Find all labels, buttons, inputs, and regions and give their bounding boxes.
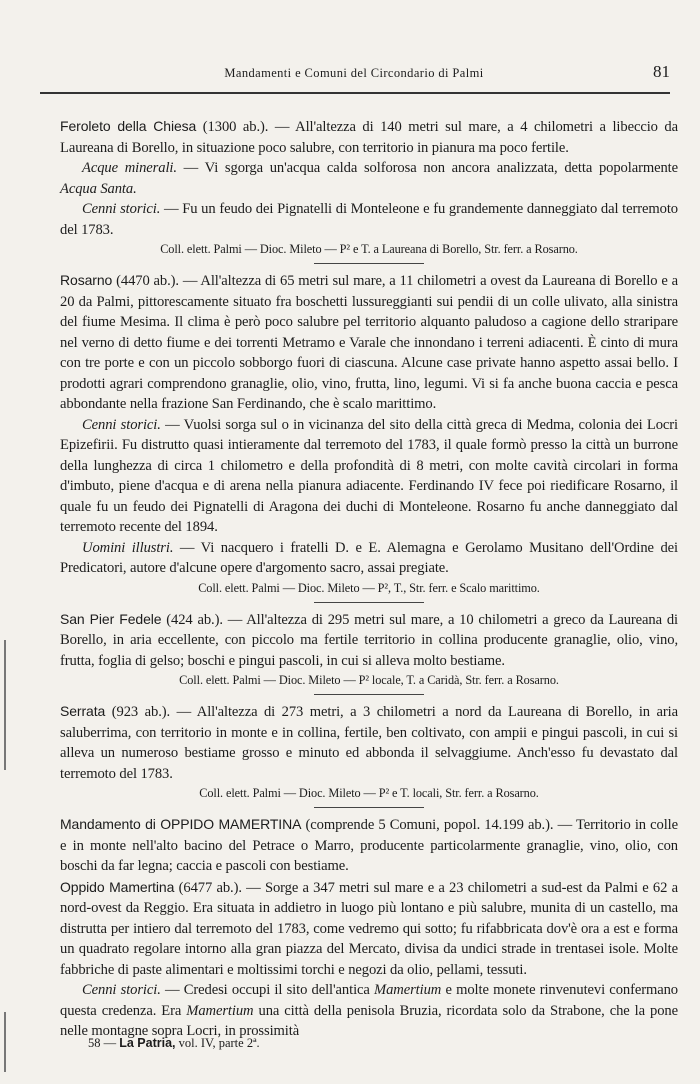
section-label: Cenni storici. (82, 201, 161, 217)
entry-heading: Feroleto della Chiesa (60, 118, 197, 134)
separator (314, 602, 424, 603)
entry-heading: Oppido Mamertina (60, 878, 175, 895)
page-number: 81 (653, 62, 670, 81)
section-text: — Vi sgorga un'acqua calda solforosa non ancora analizzata, detta popolarmente (176, 160, 678, 176)
section-label-italic: Acqua Santa. (60, 180, 137, 197)
running-title: Mandamenti e Comuni del Circondario di Palmi (224, 66, 484, 80)
entry-paragraph (60, 270, 678, 415)
separator (314, 263, 424, 264)
entry-text: (4470 ab.). — All'altezza di 65 metri sul mare, a 11 chilometri a ovest da Laureana di Borello e a 20 da Palmi, pittorescamente situato fra boschetti lussureggianti sui pendii di un colle ulivato, alla sinistra del fiume Mesima. Il clima è però poco salubre pel territorio alquanto paludoso a cagione dello straripare nel verno di detto fiume e dei torrenti Metramo e Varale che innondano i terreni adiacenti. È cinto di mura con tre porte e con un piccolo sobborgo fuori di ciascuna. Alcune case private hanno aspetto assai bello. I prodotti agrari comprendono granaglie, olio, vino, frutta, lino, legumi. Vi si fa anche buona caccia e pesca abbondante nella frazione San Ferdinando, che è scalo marittimo. (60, 273, 678, 412)
page-body (60, 116, 678, 1042)
section-text: — Vuolsi sorga sul o in vicinanza del sito della città greca di Medma, colonia dei Locri Epizefirii. Fu distrutto quasi intieramente dal terremoto del 1783, il quale formò presso la città un burrone della lunghezza di circa 1 chilometro e della profondità di 8 metri, con molte cavità circolari in forma d'imbuto, piene d'acqua e di arena nella pianura adiacente. Ferdinando IV fece poi riedificare Rosarno, il quale fu un feudo dei Pignatelli di Aragona dei duchi di Monteleone. Rosarno fu anche danneggiato dal terremoto recente del 1894. (60, 416, 678, 535)
place-name-italic: Mamertium (374, 982, 442, 998)
section-label: Cenni storici. (82, 416, 161, 433)
page-footer (88, 1036, 260, 1051)
section-label: Cenni storici. (82, 982, 161, 998)
section-text: — Vi nacquero i fratelli D. e E. Alemagna e Gerolamo Musitano dell'Ordine dei Predicatori, autore d'alcune opere d'argomento sacro, assai pregiate. (60, 539, 678, 576)
entry-serrata (60, 701, 678, 802)
entry-heading: Serrata (60, 703, 106, 719)
entry-paragraph (60, 609, 678, 672)
entry-subparagraph (60, 980, 678, 1042)
entry-heading: San Pier Fedele (60, 610, 162, 627)
running-head (38, 62, 670, 86)
entry-subparagraph (60, 415, 678, 538)
section-text: una città della penisola Bruzia, ricordata solo da Strabone, che la pone nelle montagne sopra Locri, in prossimità (60, 1002, 678, 1039)
section-text: e molte monete rinvenutevi confermano questa credenza. Era (60, 982, 679, 1019)
entry-heading: Rosarno (60, 272, 113, 288)
entry-paragraph (60, 701, 678, 784)
section-label: Acque minerali. (82, 160, 177, 176)
entry-paragraph (60, 116, 678, 158)
footer-volume: vol. IV, parte 2ª. (178, 1036, 260, 1050)
scan-edge-mark (4, 1012, 6, 1072)
scan-edge-mark (4, 640, 6, 770)
coll-line: Coll. elett. Palmi — Dioc. Mileto — P² e T. a Laureana di Borello, Str. ferr. a Rosarno. (160, 242, 578, 256)
entry-rosarno (60, 270, 678, 597)
entry-mandamento (60, 814, 678, 1042)
footer-journal: La Patria, (119, 1036, 176, 1050)
coll-line: Coll. elett. Palmi — Dioc. Mileto — P², T., Str. ferr. e Scalo marittimo. (198, 580, 540, 595)
entry-text: (923 ab.). — All'altezza di 273 metri, a 3 chilometri a nord da Laureana di Borello, in aria saluberrima, con territorio in monte e in collina, fertile, ben coltivato, con ampii e pingui pascoli, in cui si alleva un numeroso bestiame grosso e minuto ed abbonda il selvaggiume. Anch'esso fu devastato dal terremoto del 1783. (60, 704, 678, 782)
entry-text: (6477 ab.). — Sorge a 347 metri sul mare e a 23 chilometri a sud-est da Palmi e 62 a nord-ovest da Reggio. Era situata in addietro in luogo più lontano e più salubre, munita di un castello, ma distrutta per intiero dal terremoto del 1783, come vedremo qui sotto; fu rifabbricata dov'è ora a est e forma un quadrato regolare intorno alla gran piazza del Mercato, divisa da undici strade in trentasei isole. Molte fabbriche di paste alimentari e moltissimi torchi e negozi da olio, pellami, tessuti. (60, 879, 678, 978)
coll-line: Coll. elett. Palmi — Dioc. Mileto — P² e T. locali, Str. ferr. a Rosarno. (199, 786, 539, 800)
entry-text: (424 ab.). — All'altezza di 295 metri sul mare, a 10 chilometri a greco da Laureana di Borello, in aria eccellente, con piccolo ma fertile territorio in collina producente granaglie, olio, vino, frutta, foglia di gelso; boschi e pingui pascoli, in cui si alleva molto bestiame. (60, 611, 678, 669)
separator (314, 694, 424, 695)
entry-subparagraph (60, 199, 678, 240)
footer-prefix: 58 — (88, 1036, 117, 1050)
entry-feroleto (60, 116, 678, 258)
entry-text: (1300 ab.). — All'altezza di 140 metri sul mare, a 4 chilometri a libeccio da Laureana di Borello, in situazione poco salubre, con territorio in pianura ma poco fertile. (60, 119, 678, 156)
separator (314, 807, 424, 808)
mandamento-paragraph (60, 814, 678, 877)
section-label: Uomini illustri. (82, 539, 174, 556)
entry-subparagraph (60, 158, 678, 199)
header-rule (40, 92, 670, 94)
coll-line: Coll. elett. Palmi — Dioc. Mileto — P² locale, T. a Caridà, Str. ferr. a Rosarno. (179, 673, 559, 687)
section-text: — Fu un feudo dei Pignatelli di Monteleone e fu grandemente danneggiato dal terremoto del 1783. (60, 201, 678, 238)
entry-paragraph (60, 877, 678, 981)
entry-san-pier-fedele (60, 609, 678, 690)
mandamento-text: (comprende 5 Comuni, popol. 14.199 ab.). — Territorio in colle e in monte nell'alto bacino del Petrace o Marro, producente particolarmente granaglie, vino, olio, con boschi da far legna; caccia e pascoli con bestiame. (60, 817, 678, 874)
entry-subparagraph (60, 538, 678, 579)
place-name-italic: Mamertium (186, 1002, 254, 1019)
mandamento-heading: Mandamento di OPPIDO MAMERTINA (60, 816, 302, 832)
section-text: — Credesi occupi il sito dell'antica (160, 982, 375, 998)
